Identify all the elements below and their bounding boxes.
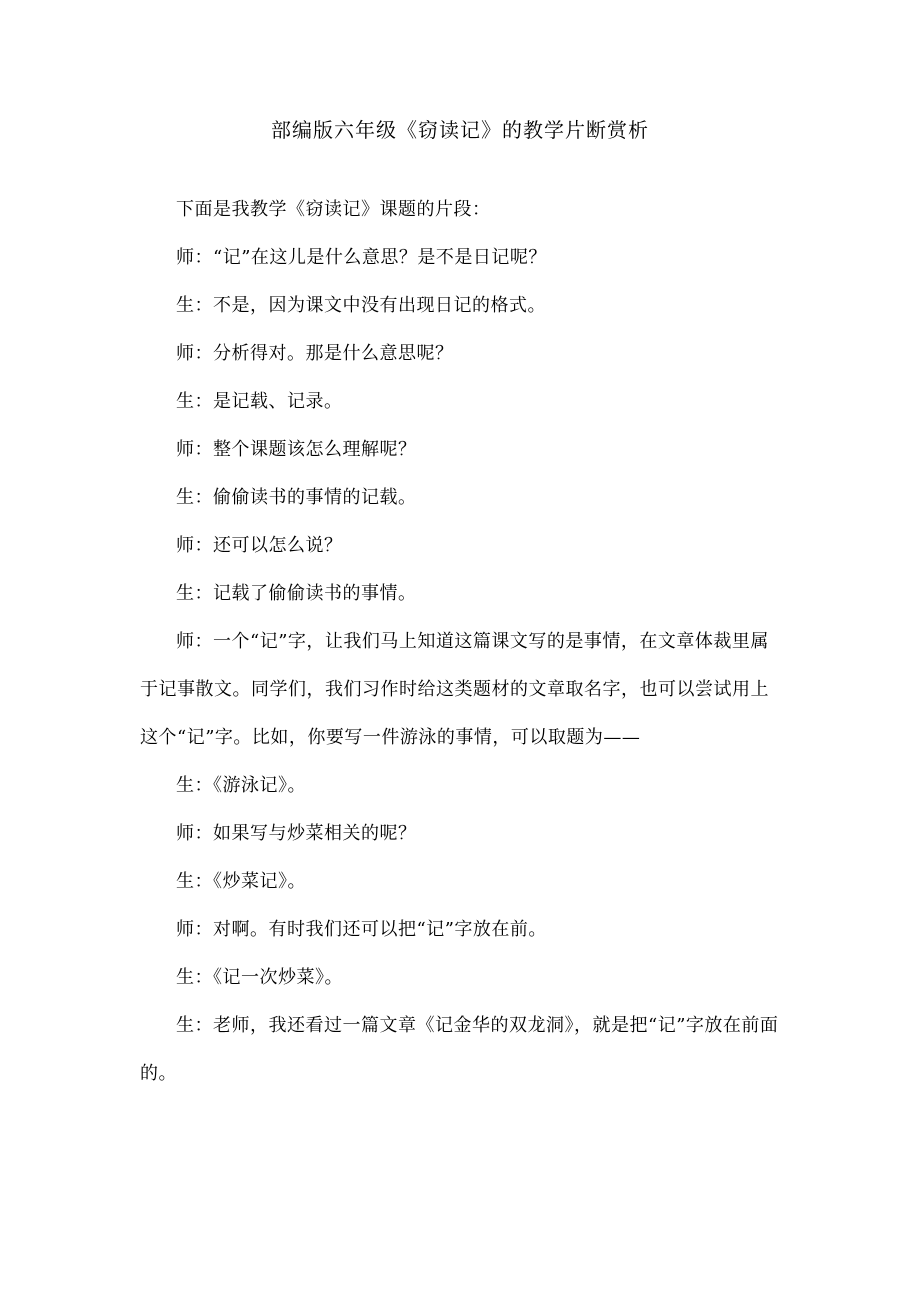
paragraph-teacher-7: 师：对啊。有时我们还可以把“记”字放在前。 bbox=[176, 919, 547, 940]
paragraph-student-7: 生：《记一次炒菜》。 bbox=[176, 967, 343, 988]
paragraph-student-2: 生：是记载、记录。 bbox=[176, 391, 343, 412]
paragraph-student-4: 生：记载了偷偷读书的事情。 bbox=[176, 583, 417, 604]
paragraph-teacher-3: 师：整个课题该怎么理解呢？ bbox=[176, 439, 417, 460]
paragraph-student-8: 生：老师，我还看过一篇文章《记金华的双龙洞》，就是把“记”字放在前面的。 bbox=[140, 1015, 779, 1084]
paragraph-teacher-4: 师：还可以怎么说？ bbox=[176, 535, 343, 556]
document-body bbox=[140, 186, 784, 1098]
document-title: 部编版六年级《窃读记》的教学片断赏析 bbox=[271, 118, 649, 142]
paragraph-student-6: 生：《炒菜记》。 bbox=[176, 871, 306, 892]
paragraph-student-1: 生：不是，因为课文中没有出现日记的格式。 bbox=[176, 295, 546, 316]
paragraph-teacher-5: 师：一个“记”字，让我们马上知道这篇课文写的是事情，在文章体裁里属于记事散文。同学们，我们习作时给这类题材的文章取名字，也可以尝试用上这个“记”字。比如，你要写一件游泳的事情，可以取题为—— bbox=[140, 631, 769, 748]
paragraph-intro: 下面是我教学《窃读记》课题的片段： bbox=[176, 199, 491, 220]
paragraph-student-3: 生：偷偷读书的事情的记载。 bbox=[176, 487, 417, 508]
paragraph-teacher-6: 师：如果写与炒菜相关的呢？ bbox=[176, 823, 417, 844]
paragraph-teacher-2: 师：分析得对。那是什么意思呢？ bbox=[176, 343, 454, 364]
paragraph-teacher-1: 师：“记”在这儿是什么意思？是不是日记呢？ bbox=[176, 247, 547, 268]
paragraph-student-5: 生：《游泳记》。 bbox=[176, 775, 306, 796]
